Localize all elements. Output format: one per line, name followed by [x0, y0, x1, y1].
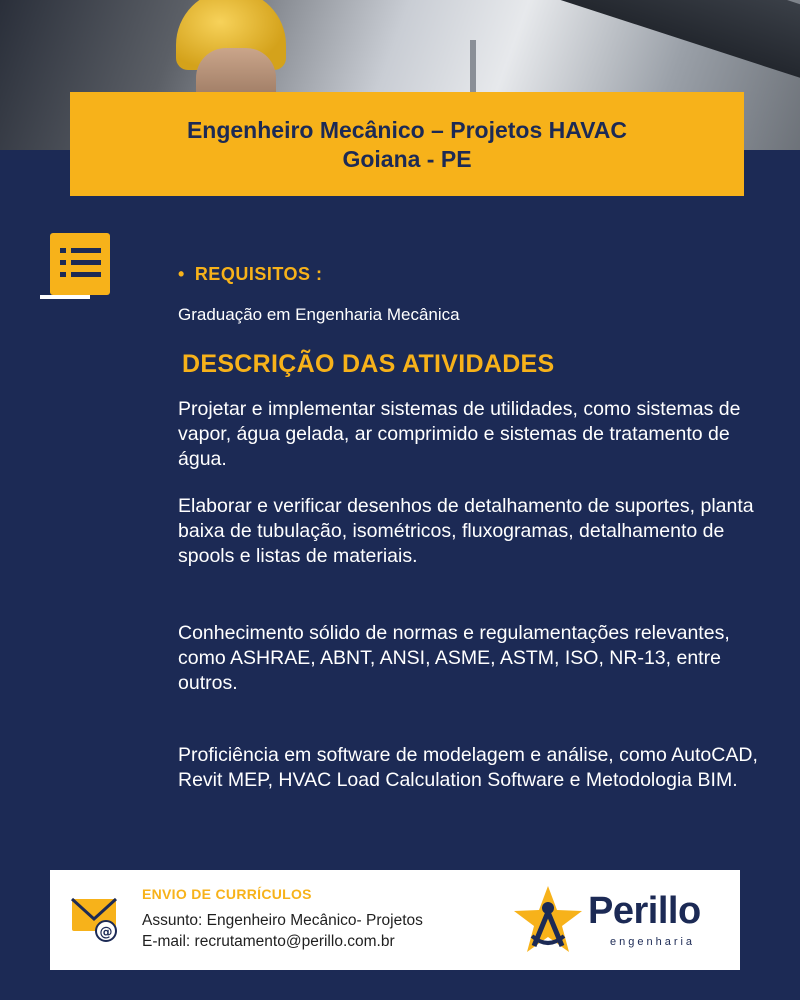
job-title: Engenheiro Mecânico – Projetos HAVAC	[186, 117, 628, 143]
perillo-logo-icon	[510, 884, 586, 958]
job-location: Goiana - PE	[342, 146, 472, 172]
activity-paragraph: Proficiência em software de modelagem e análise, como AutoCAD, Revit MEP, HVAC Load Calculation Software e Metodologia BIM.	[178, 744, 758, 791]
footer-heading: ENVIO DE CURRÍCULOS	[142, 886, 312, 902]
document-icon	[40, 230, 114, 304]
activity-paragraph: Conhecimento sólido de normas e regulamentações relevantes, como ASHRAE, ABNT, ANSI, ASME, ASTM, ISO, NR-13, entre outros.	[178, 622, 730, 694]
logo-name: Perillo	[588, 890, 701, 932]
email-subject: Assunto: Engenheiro Mecânico- Projetos	[142, 912, 423, 929]
job-title-banner	[70, 92, 744, 196]
perillo-logo	[510, 884, 730, 958]
activity-paragraph: Projetar e implementar sistemas de utilidades, como sistemas de vapor, água gelada, ar comprimido e sistemas de tratamento de água.	[178, 398, 741, 470]
logo-subtitle: engenharia	[610, 936, 696, 948]
activities-title: DESCRIÇÃO DAS ATIVIDADES	[182, 350, 555, 378]
requirements-heading	[178, 264, 323, 285]
requirements-label: REQUISITOS :	[194, 264, 323, 284]
bullet-icon: •	[178, 264, 185, 284]
activity-paragraph: Elaborar e verificar desenhos de detalhamento de suportes, planta baixa de tubulação, isométricos, fluxogramas, detalhamento de spools e listas de materiais.	[178, 495, 754, 567]
requirements-text: Graduação em Engenharia Mecânica	[178, 305, 460, 324]
contact-footer	[50, 870, 740, 970]
svg-text:@: @	[99, 925, 113, 940]
email-address: E-mail: recrutamento@perillo.com.br	[142, 933, 395, 950]
hero-steel-beam	[557, 0, 800, 98]
mail-icon	[70, 895, 122, 943]
